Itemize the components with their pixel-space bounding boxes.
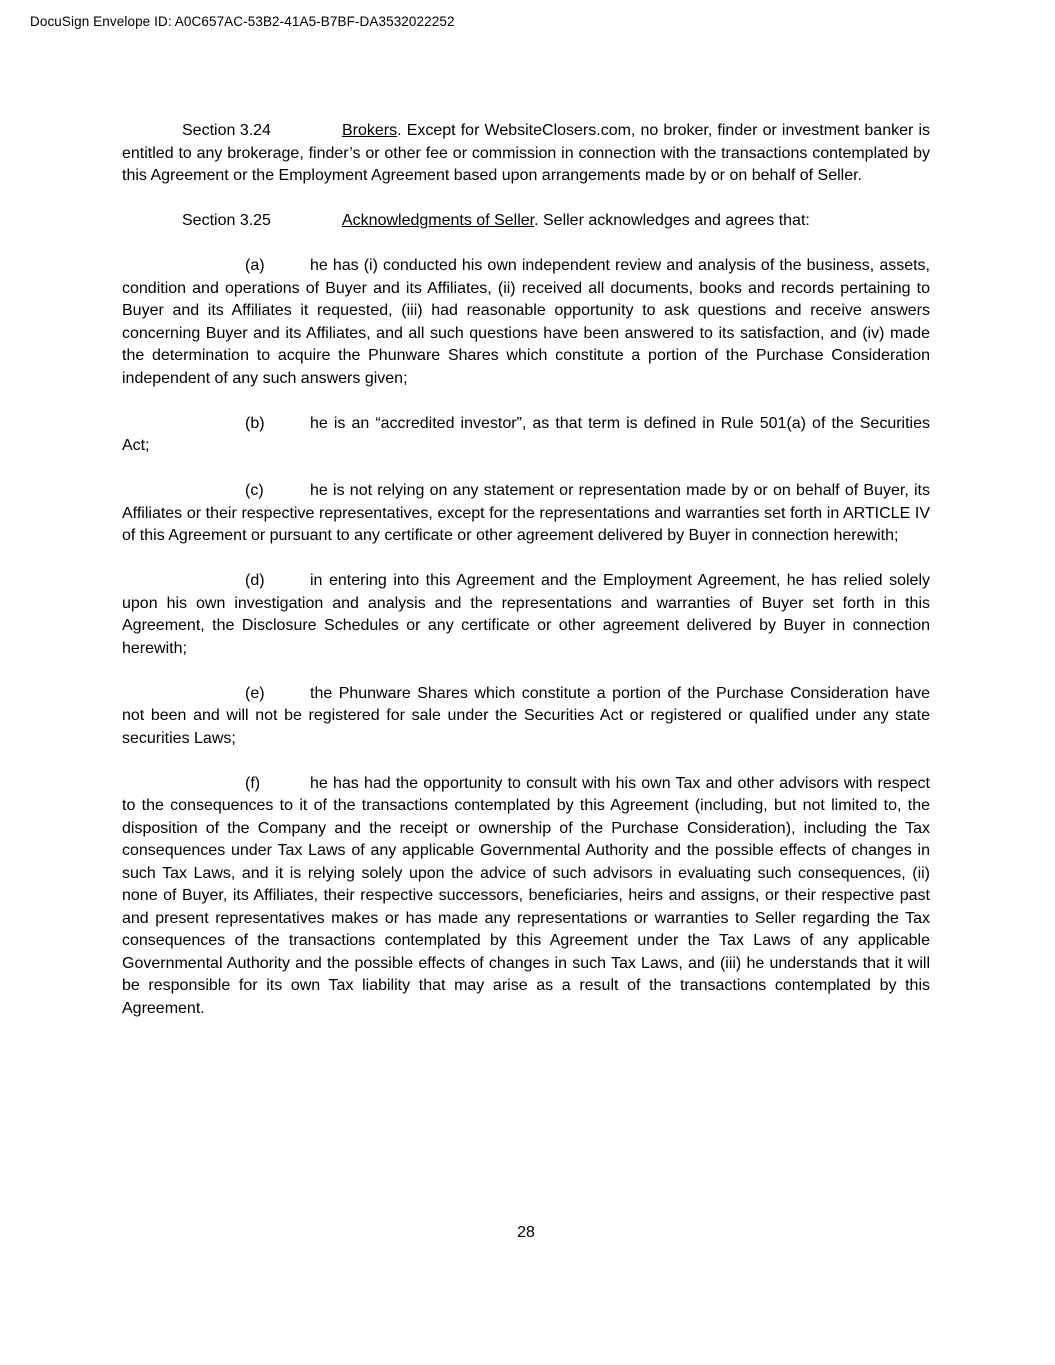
subsection-e-label: (e) [245, 684, 265, 702]
subsection-b-label: (b) [245, 414, 265, 432]
subsection-b-text: he is an “accredited investor”, as that term is defined in Rule 501(a) of the Securities Act; [122, 414, 930, 454]
section-3-24-heading: Brokers [342, 122, 398, 139]
section-3-25-paragraph [122, 210, 930, 233]
subsection-f-paragraph [122, 773, 930, 1021]
subsection-a-label: (a) [245, 257, 265, 274]
section-3-25-label: Section 3.25 [182, 212, 271, 229]
section-3-24-label: Section 3.24 [182, 122, 271, 139]
subsection-d-text: in entering into this Agreement and the Employment Agreement, he has relied solely upon his own investigation and analysis and the representations and warranties of Buyer set forth in this Agreement, the Disclosure Schedules or any certificate or other agreement delivered by Buyer in connection herewith; [122, 572, 930, 657]
subsection-e-paragraph [122, 683, 930, 751]
subsection-c-paragraph [122, 480, 930, 548]
section-3-24-body: . Except for WebsiteClosers.com, no broker, finder or investment banker is entitled to any brokerage, finder’s or other fee or commission in connection with the transactions contemplated by this Agreement or the Employment Agreement based upon arrangements made by or on behalf of Seller. [122, 122, 930, 184]
docusign-envelope-id: DocuSign Envelope ID: A0C657AC-53B2-41A5-B7BF-DA3532022252 [30, 14, 455, 29]
subsection-f-label: (f) [245, 774, 261, 792]
subsection-d-label: (d) [245, 572, 265, 589]
subsection-f-text: he has had the opportunity to consult with his own Tax and other advisors with respect to the consequences to it of the transactions contemplated by this Agreement (including, but not limited to, the disposition of the Company and the receipt or ownership of the Purchase Consideration), including the Tax consequences under Tax Laws of any applicable Governmental Authority and the possible effects of changes in such Tax Laws, and it is relying solely upon the advice of such advisors in evaluating such consequences, (ii) none of Buyer, its Affiliates, their respective successors, beneficiaries, heirs and assigns, or their respective past and present representatives makes or has made any representations or warranties to Seller regarding the Tax consequences of the transactions contemplated by this Agreement under the Tax Laws of any applicable Governmental Authority and the possible effects of changes in such Tax Laws, and (iii) he understands that it will be responsible for its own Tax liability that may arise as a result of the transactions contemplated by this Agreement. [122, 774, 930, 1017]
document-body [122, 120, 930, 1043]
section-3-25-body: . Seller acknowledges and agrees that: [534, 212, 810, 229]
section-3-25-heading: Acknowledgments of Seller [342, 212, 535, 229]
subsection-c-label: (c) [245, 482, 264, 499]
page-number: 28 [517, 1224, 535, 1241]
subsection-e-text: the Phunware Shares which constitute a portion of the Purchase Consideration have not been and will not be registered for sale under the Securities Act or registered or qualified under any state securities Laws; [122, 684, 930, 747]
subsection-a-paragraph [122, 255, 930, 390]
subsection-d-paragraph [122, 570, 930, 660]
section-3-24-paragraph [122, 120, 930, 188]
subsection-c-text: he is not relying on any statement or representation made by or on behalf of Buyer, its Affiliates or their respective representatives, except for the representations and warranties set forth in ARTICLE IV of this Agreement or pursuant to any certificate or other agreement delivered by Buyer in connection herewith; [122, 482, 930, 544]
subsection-b-paragraph [122, 413, 930, 458]
subsection-a-text: he has (i) conducted his own independent review and analysis of the business, assets, condition and operations of Buyer and its Affiliates, (ii) received all documents, books and records pertaining to Buyer and its Affiliates it requested, (iii) had reasonable opportunity to ask questions and receive answers concerning Buyer and its Affiliates, and all such questions have been answered to its satisfaction, and (iv) made the determination to acquire the Phunware Shares which constitute a portion of the Purchase Consideration independent of any such answers given; [122, 257, 930, 387]
